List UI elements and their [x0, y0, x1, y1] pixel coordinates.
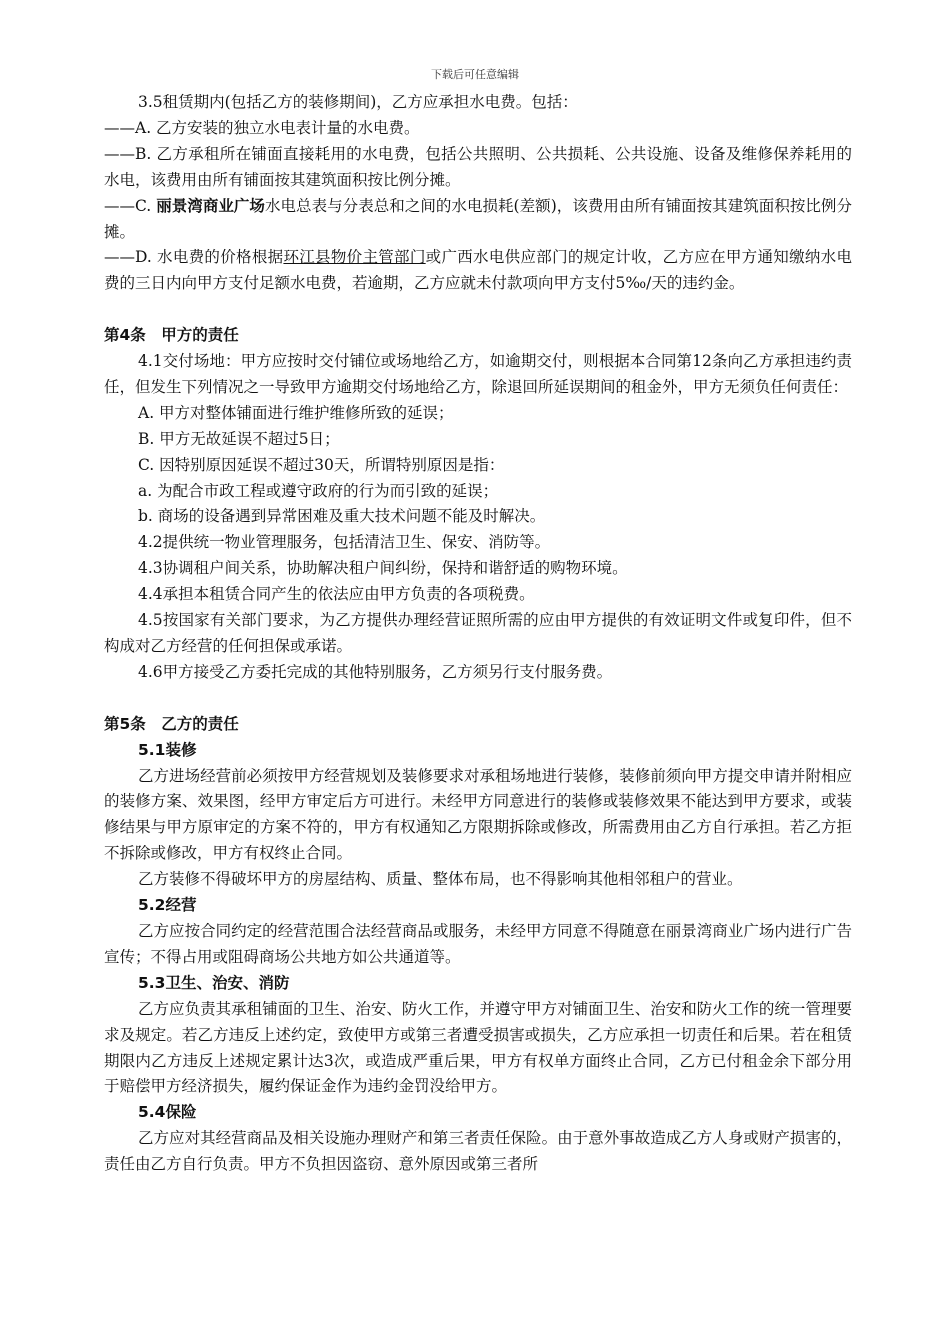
clause-4-1-a: A. 甲方对整体铺面进行维护维修所致的延误；	[138, 403, 454, 422]
item-c-plaza-name: 丽景湾商业广场	[156, 196, 265, 215]
clause-4-2: 4.2提供统一物业管理服务，包括清洁卫生、保安、消防等。	[138, 533, 551, 552]
clause-4-6: 4.6甲方接受乙方委托完成的其他特别服务，乙方须另行支付服务费。	[138, 662, 613, 681]
clause-3-5-item-c	[104, 194, 852, 246]
subsection-5-4-title: 5.4保险	[138, 1103, 197, 1122]
clause-5-4-para: 乙方应对其经营商品及相关设施办理财产和第三者责任保险。由于意外事故造成乙方人身或财产损害的，责任由乙方自行负责。甲方不负担因盗窃、意外原因或第三者所	[104, 1129, 852, 1174]
item-d-prefix: ——D. 水电费的价格根据	[104, 248, 284, 267]
item-d-authority: 环江县物价主管部门	[283, 248, 426, 267]
section-5-title: 第5条 乙方的责任	[104, 714, 239, 733]
clause-3-5-item-d	[104, 245, 852, 297]
subsection-5-1-title: 5.1装修	[138, 740, 197, 759]
clause-3-5-item-a: ——A. 乙方安装的独立水电表计量的水电费。	[104, 118, 420, 137]
subsection-5-3-title: 5.3卫生、治安、消防	[138, 973, 290, 992]
document-body	[104, 90, 852, 1178]
clause-3-5-item-b: ——B. 乙方承租所在铺面直接耗用的水电费，包括公共照明、公共损耗、公共设施、设备及维修保养耗用的水电，该费用由所有铺面按其建筑面积按比例分摊。	[104, 144, 852, 189]
item-c-text: 水电总表与分表总和之间的水电损耗(差额)，该费用由所有铺面按其建筑面积按比例分摊。	[104, 196, 852, 241]
clause-4-1: 4.1交付场地：甲方应按时交付铺位或场地给乙方，如逾期交付，则根据本合同第12条向乙方承担违约责任，但发生下列情况之一导致甲方逾期交付场地给乙方，除退回所延误期间的租金外，甲方无须负任何责任：	[104, 352, 852, 396]
clause-4-4: 4.4承担本租赁合同产生的依法应由甲方负责的各项税费。	[138, 585, 535, 604]
item-d-text: 或广西水电供应部门的规定计收，乙方应在甲方通知缴纳水电费的三日内向甲方支付足额水电费，若逾期，乙方应就未付款项向甲方支付5‰/天的违约金。	[104, 248, 852, 293]
clause-5-3-para: 乙方应负责其承租铺面的卫生、治安、防火工作，并遵守甲方对铺面卫生、治安和防火工作的统一管理要求及规定。若乙方违反上述约定，致使甲方或第三者遭受损害或损失，乙方应承担一切责任和后果。若在租赁期限内乙方违反上述规定累计达3次，或造成严重后果，甲方有权单方面终止合同，乙方已付租金余下部分用于赔偿甲方经济损失，履约保证金作为违约金罚没给甲方。	[104, 999, 852, 1096]
clause-4-5: 4.5按国家有关部门要求，为乙方提供办理经营证照所需的应由甲方提供的有效证明文件或复印件，但不构成对乙方经营的任何担保或承诺。	[104, 611, 852, 656]
clause-4-1-c: C. 因特别原因延误不超过30天，所谓特别原因是指：	[138, 455, 505, 474]
clause-5-2-para: 乙方应按合同约定的经营范围合法经营商品或服务，未经甲方同意不得随意在丽景湾商业广场内进行广告宣传；不得占用或阻碍商场公共地方如公共通道等。	[104, 921, 852, 966]
clause-5-1-para-2: 乙方装修不得破坏甲方的房屋结构、质量、整体布局，也不得影响其他相邻租户的营业。	[138, 870, 743, 889]
section-4-title: 第4条 甲方的责任	[104, 326, 239, 345]
clause-4-1-b: B. 甲方无故延误不超过5日；	[138, 429, 340, 448]
clause-5-1-para-1: 乙方进场经营前必须按甲方经营规划及装修要求对承租场地进行装修，装修前须向甲方提交申请并附相应的装修方案、效果图，经甲方审定后方可进行。未经甲方同意进行的装修或装修效果不能达到甲方要求，或装修结果与甲方原审定的方案不符的，甲方有权通知乙方限期拆除或修改，所需费用由乙方自行承担。若乙方拒不拆除或修改，甲方有权终止合同。	[104, 766, 852, 863]
subsection-5-2-title: 5.2经营	[138, 896, 197, 915]
item-c-prefix: ——C.	[104, 196, 157, 215]
clause-4-1-c-b: b. 商场的设备遇到异常困难及重大技术问题不能及时解决。	[138, 507, 546, 526]
clause-4-1-c-a: a. 为配合市政工程或遵守政府的行为而引致的延误；	[138, 481, 499, 500]
page-header-note: 下载后可任意编辑	[431, 68, 519, 81]
clause-3-5: 3.5租赁期内(包括乙方的装修期间)，乙方应承担水电费。包括：	[138, 93, 578, 111]
clause-4-3: 4.3协调租户间关系，协助解决租户间纠纷，保持和谐舒适的购物环境。	[138, 559, 628, 578]
